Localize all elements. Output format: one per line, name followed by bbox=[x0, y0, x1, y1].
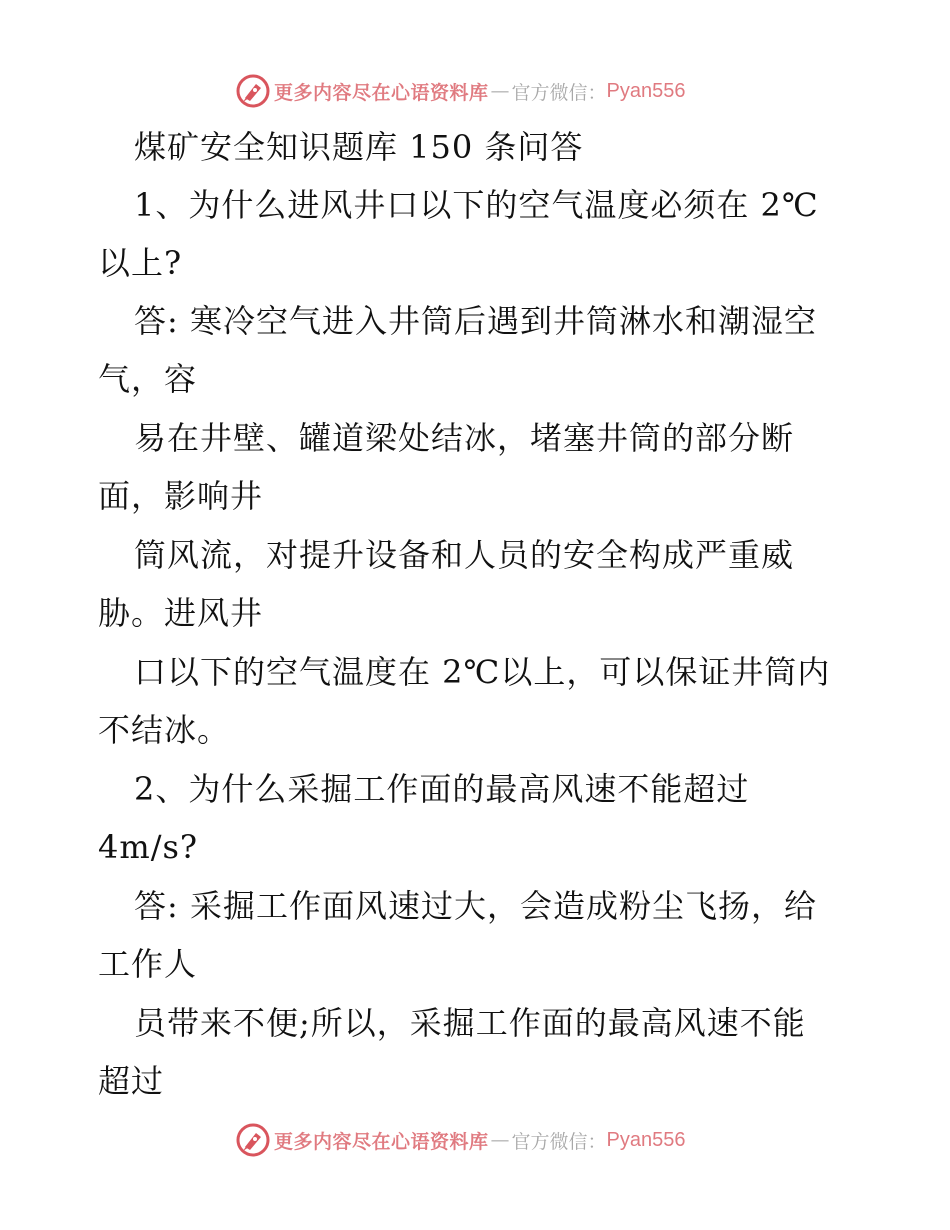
watermark-wechat-label: 官方微信： bbox=[511, 1130, 607, 1153]
text-line: 2、为什么采掘工作面的最高风速不能超过 bbox=[134, 770, 750, 808]
text-line: 1、为什么进风井口以下的空气温度必须在 2℃ bbox=[134, 186, 819, 224]
text-line: 工作人 bbox=[98, 945, 198, 983]
document-title: 煤矿安全知识题库 150 条问答 bbox=[134, 128, 584, 166]
text-line: 口以下的空气温度在 2℃以上，可以保证井筒内 bbox=[134, 653, 831, 691]
text-line: 答: 寒冷空气进入井筒后遇到井筒淋水和潮湿空 bbox=[134, 302, 817, 340]
pen-nib-logo-icon bbox=[236, 74, 270, 108]
text-line: 不结冰。 bbox=[98, 711, 231, 749]
text-line: 面，影响井 bbox=[98, 477, 264, 515]
watermark-wechat-id: Pyan556 bbox=[606, 79, 686, 102]
watermark-wechat-id: Pyan556 bbox=[606, 1128, 686, 1151]
text-line: 以上? bbox=[98, 244, 183, 282]
text-line: 胁。进风井 bbox=[98, 594, 264, 632]
footer-watermark bbox=[236, 1122, 686, 1158]
text-line: 超过 bbox=[98, 1062, 165, 1100]
header-watermark bbox=[236, 73, 686, 109]
watermark-text: 更多内容尽在心语资料库 bbox=[274, 81, 489, 104]
text-line: 员带来不便;所以，采掘工作面的最高风速不能 bbox=[134, 1004, 806, 1042]
watermark-wechat-label: 官方微信： bbox=[511, 81, 607, 104]
text-line: 筒风流，对提升设备和人员的安全构成严重威 bbox=[134, 536, 795, 574]
watermark-text: 更多内容尽在心语资料库 bbox=[274, 1130, 489, 1153]
pen-nib-logo-icon bbox=[236, 1123, 270, 1157]
text-line: 气，容 bbox=[98, 360, 198, 398]
watermark-separator: — bbox=[490, 80, 510, 102]
watermark-separator: — bbox=[490, 1129, 510, 1151]
text-line: 答: 采掘工作面风速过大，会造成粉尘飞扬，给 bbox=[134, 887, 817, 925]
text-line: 4m/s? bbox=[98, 828, 199, 866]
text-line: 易在井壁、罐道梁处结冰，堵塞井筒的部分断 bbox=[134, 419, 795, 457]
